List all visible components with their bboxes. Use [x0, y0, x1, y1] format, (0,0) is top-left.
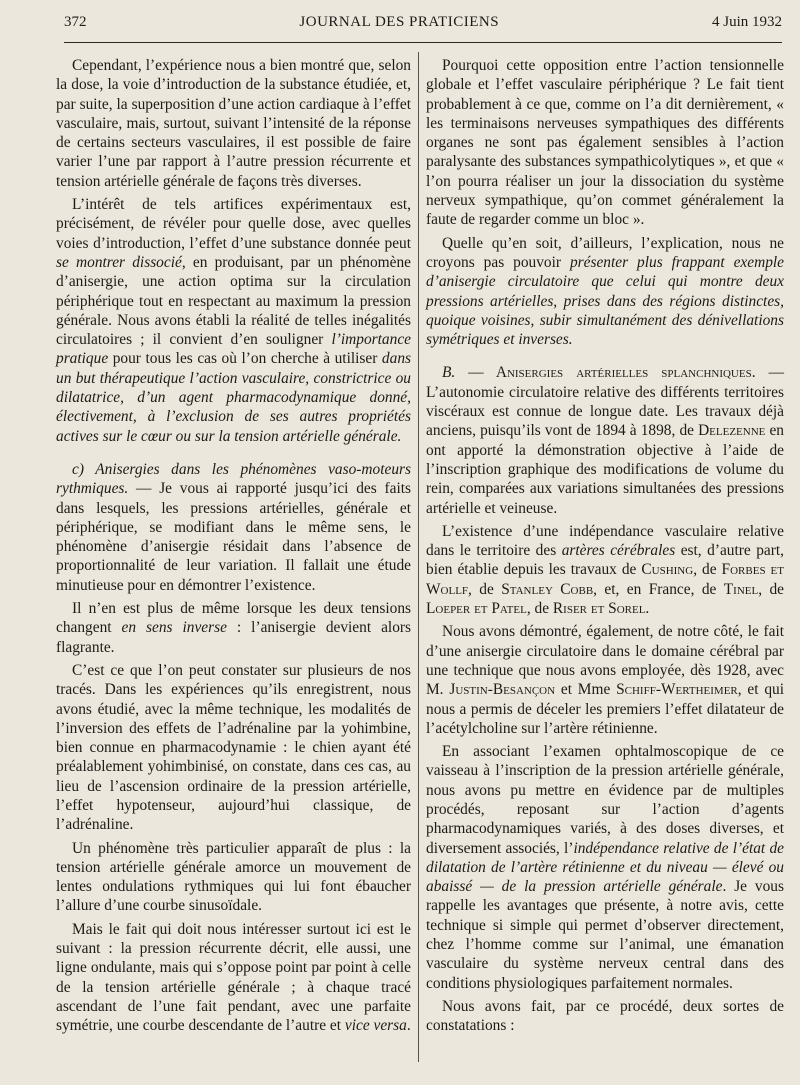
- paragraph: C’est ce que l’on peut constater sur plusieurs de nos tracés. Dans les expériences qu’ils enregistrent, nous avons étudié, avec la même technique, les modalités de l’inversion des effets de l’adrénaline par la yohimbine, bien connue en pharmacodynamie : le chien ayant été préalablement yohimbinisé, on constate, dans ces cas, au lieu de l’ascension ordinaire de la pression artérielle, l’effet hypotenseur, aujourd’hui classique, de l’adrénaline.: [56, 661, 411, 834]
- paragraph: Pourquoi cette opposition entre l’action tensionnelle globale et l’effet vasculaire périphérique ? Le fait tient probablement à ce que, comme on l’a dit dernièrement, « les terminaisons nerveuses sympathiques des différents organes ne sont pas également sensibles à l’action paralysante des substances sympathicolytiques », et que « l’on pourra réaliser un jour la dissociation du système nerveux sympathique, qu’on commet généralement la faute de regarder comme un bloc ».: [426, 57, 784, 229]
- section-paragraph: c) Anisergies dans les phénomènes vaso-moteurs rythmiques. — Je vous ai rapporté jusqu’ici des faits dans lesquels, les pressions artérielles, générale et périphérique, se modifiant dans le même sens, le phénomène d’anisergie résidait dans l’absence de proportionnalité de leur variation. Il fallait une étude minutieuse pour en démontrer l’existence.: [56, 460, 411, 594]
- page-number: 372: [64, 14, 87, 30]
- paragraph: Nous avons démontré, également, de notre côté, le fait d’une anisergie circulatoire dans le domaine cérébral par une technique que nous avons employée, dès 1928, avec M. Justin-Besançon et Mme Schiff-Wertheimer, et qui nous a permis de déceler les premiers l’effet dilatateur de l’acétylcholine sur l’artère rétinienne.: [426, 623, 784, 737]
- paragraph: Mais le fait qui doit nous intéresser surtout ici est le suivant : la pression récurrente décrit, elle aussi, une ligne ondulante, mais qui s’oppose point par point à celle de la tension artérielle générale ; à chaque tracé ascendant de l’une fait pendant, avec une parfaite symétrie, une courbe descendante de l’autre et vice versa.: [56, 920, 411, 1035]
- section-heading: c) Anisergies dans les phénomènes vaso-moteurs rythmiques.: [56, 460, 411, 498]
- paragraph: Cependant, l’expérience nous a bien montré que, selon la dose, la voie d’introduction de la substance étudiée, et, par suite, la superposition d’une action cardiaque à l’effet vasculaire, mais, surtout, suivant l’intensité de la réponse de certains secteurs vasculaires, il est possible de faire varier l’une par rapport à l’autre pression récurrente et tension artérielle générale de façons très diverses.: [56, 57, 411, 190]
- section-letter: B.: [442, 364, 456, 382]
- paragraph: Nous avons fait, par ce procédé, deux sortes de constatations :: [426, 997, 784, 1035]
- paragraph: L’intérêt de tels artifices expérimentaux est, précisément, de révéler pour quelle dose, avec quelles voies d’introduction, l’effet d’une substance donnée peut se montrer dissocié, en produisant, par un phénomène d’anisergie, une action optima sur la circulation périphérique tout en respectant au maximum la pression générale. Nous avons établi la réalité de telles inégalités circulatoires ; il convient d’en souligner l’importance pratique pour tous les cas où l’on cherche à utiliser dans un but thérapeutique l’action vasculaire, constrictrice ou dilatatrice, d’un agent pharmacodynamique donné, électivement, à l’exclusion de ses autres propriétés actives sur le cœur ou sur la tension artérielle générale.: [56, 196, 411, 445]
- paragraph: Un phénomène très particulier apparaît de plus : la tension artérielle générale amorce un mouvement de lentes ondulations rythmiques qui lui font ébaucher l’allure d’une courbe sinusoïdale.: [56, 839, 411, 915]
- paragraph: Il n’en est plus de même lorsque les deux tensions changent en sens inverse : l’anisergie devient alors flagrante.: [56, 600, 412, 656]
- page-header: [64, 14, 782, 43]
- section-paragraph: B. — Anisergies artérielles splanchniques. — L’autonomie circulatoire relative des différents territoires viscéraux est connue de longue date. Les travaux déjà anciens, puisqu’ils vont de 1894 à 1898, de Delezenne en ont apporté la démonstration objective à l’aide de l’inscription graphique des modifications de volume du rein, comparées aux variations simultanées des pressions artérielle et veineuse.: [426, 364, 785, 517]
- section-heading: — Anisergies artérielles splanchniques.: [455, 364, 756, 382]
- paragraph: Quelle qu’en soit, d’ailleurs, l’explication, nous ne croyons pas pouvoir présenter plus frappant exemple d’anisergie circulatoire que celui qui montre deux pressions artérielles, prises dans des régions distinctes, quoique voisines, subir simultanément des dénivellations symétriques et inverses.: [426, 234, 784, 349]
- journal-title: JOURNAL DES PRATICIENS: [299, 14, 500, 30]
- column-divider: [418, 52, 419, 1062]
- right-column: [426, 56, 784, 1040]
- paragraph: L’existence d’une indépendance vasculaire relative dans le territoire des artères cérébrales est, d’autre part, bien établie depuis les travaux de Cushing, de Forbes et Wollf, de Stanley Cobb, et, en France, de Tinel, de Loeper et Patel, de Riser et Sorel.: [426, 522, 784, 618]
- issue-date: 4 Juin 1932: [711, 14, 782, 30]
- paragraph: En associant l’examen ophtalmoscopique de ce vaisseau à l’inscription de la pression artérielle générale, nous avons pu mettre en évidence par de multiples procédés, reposant sur l’action d’agents pharmacodynamiques variés, à des doses diverses, et diversement associés, l’indépendance relative de l’état de dilatation de l’artère rétinienne et du niveau — élevé ou abaissé — de la pression artérielle générale. Je vous rappelle les avantages que présente, à notre avis, cette technique si simple qui permet d’observer directement, chez l’homme comme sur l’animal, une émanation vasculaire du système nerveux central dans des conditions physiologiques parfaitement normales.: [426, 743, 784, 992]
- left-column: [56, 56, 411, 1040]
